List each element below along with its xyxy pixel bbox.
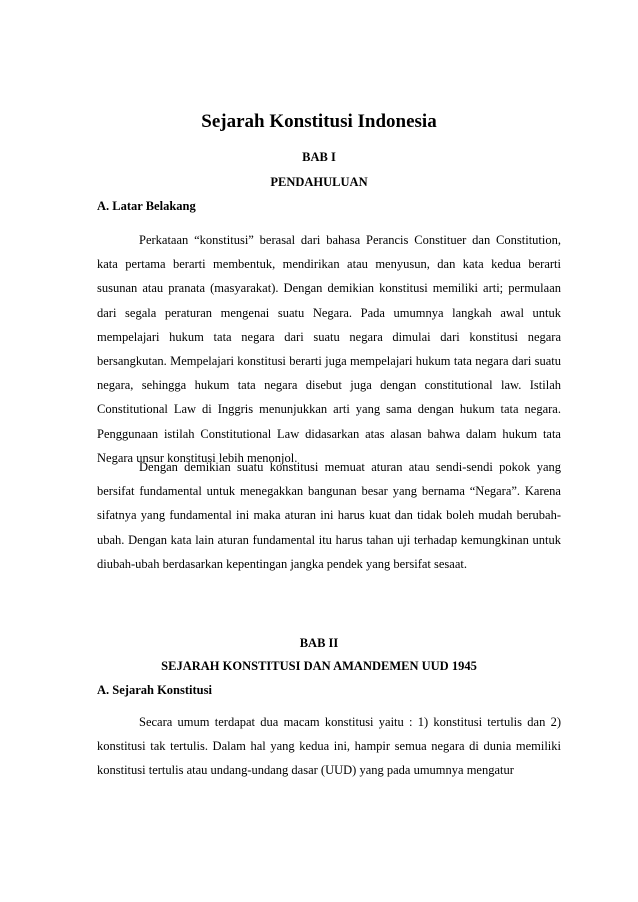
paragraph: Perkataan “konstitusi” berasal dari bahasa Perancis Constituer dan Constitution, kata pertama berarti membentuk, mendirikan atau menyusun, dan kata kedua berarti susunan atau pranata (masyarakat). Dengan demikian konstitusi memiliki arti; permulaan dari segala peraturan mengenai suatu Negara. Pada umumnya langkah awal untuk mempelajari hukum tata negara dari suatu negara dimulai dari konstitusi negara bersangkutan. Mempelajari konstitusi berarti juga mempelajari hukum tata negara dari suatu negara, sehingga hukum tata negara disebut juga dengan constitutional law. Istilah Constitutional Law di Inggris menunjukkan arti yang sama dengan hukum tata negara. Penggunaan istilah Constitutional Law didasarkan atas alasan bahwa dalam hukum tata Negara unsur konstitusi lebih menonjol. — [97, 233, 561, 465]
section-latar-belakang: A. Latar Belakang — [97, 199, 196, 213]
paragraph: Dengan demikian suatu konstitusi memuat aturan atau sendi-sendi pokok yang bersifat fundamental untuk menegakkan bangunan besar yang bernama “Negara”. Karena sifatnya yang fundamental ini maka aturan ini harus kuat dan tidak boleh mudah berubah-ubah. Dengan kata lain aturan fundamental itu harus tahan uji terhadap kemungkinan untuk diubah-ubah berdasarkan kepentingan jangka pendek yang bersifat sesaat. — [97, 460, 561, 571]
paragraph: Secara umum terdapat dua macam konstitusi yaitu : 1) konstitusi tertulis dan 2) konstitusi tak tertulis. Dalam hal yang kedua ini, hampir semua negara di dunia memiliki konstitusi tertulis atau undang-undang dasar (UUD) yang pada umumnya mengatur — [97, 715, 561, 778]
section-sejarah-konstitusi: A. Sejarah Konstitusi — [97, 683, 212, 697]
chapter-2-heading: SEJARAH KONSTITUSI DAN AMANDEMEN UUD 1945 — [161, 659, 477, 673]
document-title: Sejarah Konstitusi Indonesia — [201, 111, 437, 132]
chapter-2-label: BAB II — [299, 636, 339, 650]
chapter-1-label: BAB I — [302, 150, 336, 164]
chapter-1-heading: PENDAHULUAN — [270, 175, 368, 189]
